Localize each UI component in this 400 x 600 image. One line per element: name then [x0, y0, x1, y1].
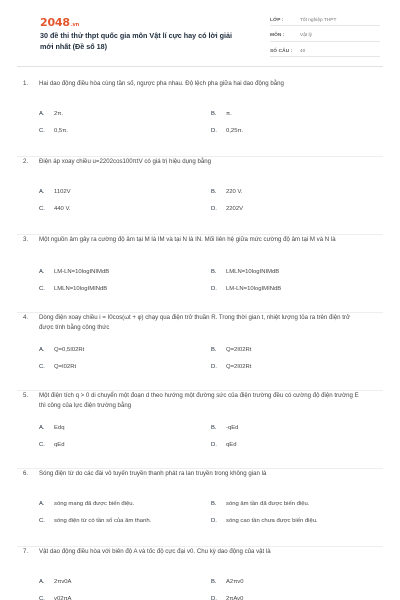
question-list	[17, 79, 383, 600]
answer-option[interactable]	[39, 128, 211, 134]
question-number: 3.	[23, 236, 29, 243]
meta-label: SỐ CÂU :	[270, 48, 293, 54]
answer-option[interactable]	[211, 425, 383, 431]
option-letter: B.	[211, 268, 217, 275]
option-letter: D.	[211, 205, 217, 212]
option-letter: C.	[39, 127, 45, 134]
option-text: Edq	[54, 424, 65, 431]
question-text: Vật dao động điều hòa với biên độ A và tốc độ cực đại v0. Chu kỳ dao động của vật là	[39, 548, 271, 555]
option-letter: C.	[39, 205, 45, 212]
option-text: 2202V	[226, 205, 244, 212]
option-text: sóng mang đã được biến điệu.	[54, 500, 135, 507]
option-letter: B.	[211, 500, 217, 507]
question-text: Hai dao động điều hòa cùng tần số, ngược pha nhau. Độ lệch pha giữa hai dao động bằng	[39, 80, 284, 87]
option-letter: C.	[39, 517, 45, 524]
option-text: 2πv0A	[54, 578, 72, 585]
question-text: Điện áp xoay chiều u=2202cos100πtV có giá trị hiệu dụng bằng	[39, 158, 212, 165]
exam-header	[17, 0, 383, 66]
option-letter: D.	[211, 285, 217, 292]
site-logo[interactable]	[40, 17, 79, 31]
option-text: 1102V	[54, 188, 71, 195]
option-text: Q=2I02Rt	[226, 363, 252, 370]
option-text: 0,5π.	[54, 127, 68, 134]
option-text: sóng cao tần chưa được biến điệu.	[226, 517, 318, 524]
answer-option[interactable]	[39, 189, 211, 195]
option-letter: A.	[39, 110, 45, 117]
option-letter: B.	[211, 346, 217, 353]
answer-option[interactable]	[211, 364, 383, 370]
option-letter: B.	[211, 188, 217, 195]
answer-option[interactable]	[39, 111, 211, 117]
header-divider	[17, 66, 383, 67]
question-item	[17, 235, 383, 313]
question-text: Dòng điện xoay chiều i = I0cos(ωt + φ) chạy qua điện trở thuần R. Trong thời gian t, nhiệt lượng tỏa ra trên điện trở được tính bằng công thức	[39, 314, 350, 331]
option-letter: D.	[211, 517, 217, 524]
meta-value: Vật lý	[300, 33, 312, 38]
answer-option[interactable]	[211, 189, 383, 195]
answer-option[interactable]	[39, 501, 211, 507]
answer-option[interactable]	[39, 364, 211, 370]
option-letter: A.	[39, 578, 45, 585]
option-letter: A.	[39, 500, 45, 507]
meta-label: MÔN :	[270, 33, 285, 38]
question-item	[17, 313, 383, 391]
answer-option[interactable]	[39, 579, 211, 585]
answer-option[interactable]	[39, 596, 211, 600]
option-text: 2π.	[54, 110, 63, 117]
meta-grade	[270, 15, 380, 26]
answer-option[interactable]	[39, 286, 211, 292]
answer-option[interactable]	[39, 347, 211, 353]
option-letter: D.	[211, 595, 217, 600]
answer-option[interactable]	[39, 425, 211, 431]
meta-label: LỚP :	[270, 17, 284, 23]
logo-tld: .vn	[70, 22, 79, 28]
option-text: LM-LN=10logINIMdB	[54, 268, 110, 275]
option-letter: C.	[39, 363, 45, 370]
option-letter: D.	[211, 441, 217, 448]
option-text: Q=2I02Rt	[226, 346, 252, 353]
exam-meta	[270, 15, 380, 62]
option-text: -qEd	[226, 424, 239, 431]
option-letter: B.	[211, 578, 217, 585]
answer-option[interactable]	[39, 269, 211, 275]
question-number: 5.	[23, 392, 29, 399]
answer-option[interactable]	[211, 347, 383, 353]
answer-option[interactable]	[211, 128, 383, 134]
option-letter: A.	[39, 424, 45, 431]
answer-option[interactable]	[211, 518, 383, 524]
option-text: A2πv0	[226, 578, 244, 585]
meta-value: Tốt nghiệp THPT	[300, 17, 337, 23]
question-number: 4.	[23, 314, 29, 321]
option-letter: C.	[39, 285, 45, 292]
option-letter: D.	[211, 363, 217, 370]
option-letter: A.	[39, 268, 45, 275]
option-text: LMLN=10logIMINdB	[54, 285, 108, 292]
answer-option[interactable]	[211, 579, 383, 585]
option-text: π.	[226, 110, 232, 117]
exam-title: 30 đề thi thử thpt quốc gia môn Vật lí cực hay có lời giải mới nhất (Đề số 18)	[40, 31, 233, 51]
answer-option[interactable]	[211, 286, 383, 292]
answer-option[interactable]	[211, 501, 383, 507]
option-text: Q=I02Rt	[54, 363, 77, 370]
answer-option[interactable]	[211, 206, 383, 212]
option-text: 2πAv0	[226, 595, 244, 600]
option-text: sóng âm tần đã được biến điệu.	[226, 500, 310, 507]
option-letter: C.	[39, 595, 45, 600]
option-letter: D.	[211, 127, 217, 134]
answer-option[interactable]	[39, 518, 211, 524]
answer-option[interactable]	[211, 269, 383, 275]
answer-option[interactable]	[211, 111, 383, 117]
answer-option[interactable]	[39, 442, 211, 448]
option-letter: A.	[39, 188, 45, 195]
option-letter: A.	[39, 346, 45, 353]
question-text: Một điện tích q > 0 di chuyển một đoạn d theo hướng một đường sức của điện trường đều có cường độ điện trường E thì công của lực điện trường bằng	[39, 392, 359, 409]
option-text: 0,25π.	[226, 127, 244, 134]
option-text: 220 V.	[226, 188, 243, 195]
question-item	[17, 469, 383, 547]
question-number: 7.	[23, 548, 29, 555]
option-text: qEd	[54, 441, 65, 448]
question-text: Một nguồn âm gây ra cường độ âm tại M là IM và tại N là IN. Mối liên hệ giữa mức cường độ âm tại M và N là	[39, 236, 336, 243]
option-letter: C.	[39, 441, 45, 448]
question-text: Sóng điện từ do các đài vô tuyến truyền thanh phát ra lan truyền trong không gian là	[39, 470, 267, 477]
answer-option[interactable]	[211, 596, 383, 600]
option-text: v02πA	[54, 595, 72, 600]
meta-value: 40	[300, 48, 306, 54]
option-text: LM-LN=10logIMINdB	[226, 285, 282, 292]
answer-option[interactable]	[211, 442, 383, 448]
question-item	[17, 547, 383, 600]
option-text: qEd	[226, 441, 237, 448]
answer-option[interactable]	[39, 206, 211, 212]
question-item	[17, 157, 383, 235]
logo-text: 2048	[40, 16, 70, 29]
meta-question-count	[270, 46, 380, 57]
question-item	[17, 391, 383, 469]
option-letter: B.	[211, 424, 217, 431]
option-text: 440 V.	[54, 205, 71, 212]
question-number: 2.	[23, 158, 29, 165]
question-item	[17, 79, 383, 157]
option-text: Q=0,5I02Rt	[54, 346, 85, 353]
option-text: LMLN=10logINIMdB	[226, 268, 280, 275]
meta-subject	[270, 31, 380, 42]
option-text: sóng điện từ có tần số của âm thanh.	[54, 517, 152, 524]
question-number: 1.	[23, 80, 29, 87]
option-letter: B.	[211, 110, 217, 117]
question-number: 6.	[23, 470, 29, 477]
